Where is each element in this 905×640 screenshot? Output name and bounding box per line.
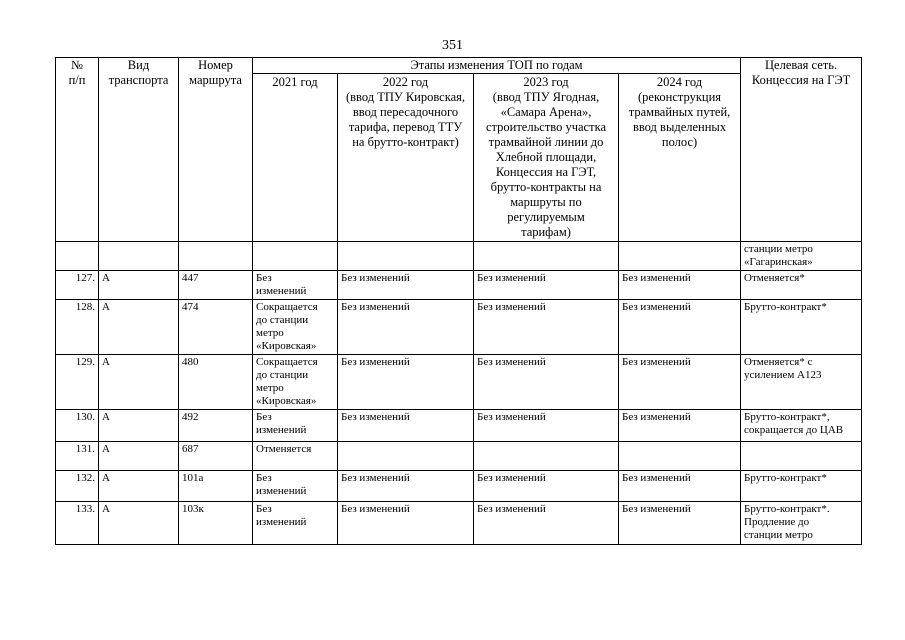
cell-type: А: [99, 442, 179, 471]
cell-type: А: [99, 502, 179, 545]
cell-2024: [619, 442, 741, 471]
cell-2021: Отменяется: [253, 442, 338, 471]
table-row: [56, 300, 862, 355]
cell-2023: [474, 442, 619, 471]
header-stages: Этапы изменения ТОП по годам: [253, 58, 741, 74]
cell-2022: Без изменений: [338, 502, 474, 545]
header-2024: 2024 год (реконструкция трамвайных путей, ввод выделенных полос): [619, 74, 741, 242]
cell-2022: Без изменений: [338, 410, 474, 442]
routes-table: [55, 57, 862, 545]
cell-2023: Без изменений: [474, 471, 619, 502]
cell-route: 474: [179, 300, 253, 355]
cell-2021: Сокращается до станции метро «Кировская»: [253, 355, 338, 410]
cell-type: А: [99, 471, 179, 502]
cell-target: Брутто-контракт*: [741, 471, 862, 502]
header-route-number: Номер маршрута: [179, 58, 253, 242]
table-row: [56, 410, 862, 442]
cell-2022: [338, 442, 474, 471]
cell-route: 480: [179, 355, 253, 410]
table-row: [56, 355, 862, 410]
table-row: [56, 442, 862, 471]
cell-2021: Без изменений: [253, 502, 338, 545]
table-body: [56, 242, 862, 545]
cell-2023: Без изменений: [474, 410, 619, 442]
cell-2022: Без изменений: [338, 471, 474, 502]
cell-2023: Без изменений: [474, 355, 619, 410]
cell-number: 133.: [56, 502, 99, 545]
cell-2024: Без изменений: [619, 471, 741, 502]
cell-2022: Без изменений: [338, 271, 474, 300]
cell-2024: Без изменений: [619, 355, 741, 410]
cell-target: Отменяется*: [741, 271, 862, 300]
cell-target: Отменяется* с усилением А123: [741, 355, 862, 410]
cell-target: станции метро «Гагаринская»: [741, 242, 862, 271]
cell-2023: Без изменений: [474, 300, 619, 355]
cell-number: 129.: [56, 355, 99, 410]
cell-2024: Без изменений: [619, 271, 741, 300]
cell-target: Брутто-контракт*. Продление до станции метро: [741, 502, 862, 545]
cell-2024: Без изменений: [619, 410, 741, 442]
cell-route: 447: [179, 271, 253, 300]
header-2022: 2022 год (ввод ТПУ Кировская, ввод пересадочного тарифа, перевод ТТУ на брутто-контракт): [338, 74, 474, 242]
cell-route: 492: [179, 410, 253, 442]
cell-2022: Без изменений: [338, 355, 474, 410]
cell-2022: Без изменений: [338, 300, 474, 355]
header-transport-type: Вид транспорта: [99, 58, 179, 242]
cell-number: 131.: [56, 442, 99, 471]
table-row: [56, 502, 862, 545]
cell-number: 130.: [56, 410, 99, 442]
cell-2021: Без изменений: [253, 271, 338, 300]
cell-target: Брутто-контракт*: [741, 300, 862, 355]
cell-2021: Без изменений: [253, 471, 338, 502]
cell-target: [741, 442, 862, 471]
cell-2024: Без изменений: [619, 502, 741, 545]
header-number: № п/п: [56, 58, 99, 242]
cell-target: Брутто-контракт*, сокращается до ЦАВ: [741, 410, 862, 442]
table-row-continuation: [56, 242, 862, 271]
table-row: [56, 271, 862, 300]
cell-route: 687: [179, 442, 253, 471]
header-2023: 2023 год (ввод ТПУ Ягодная, «Самара Арена», строительство участка трамвайной линии до Хлебной площади, Концессия на ГЭТ, брутто-контракты на маршруты по регулируемым тарифам): [474, 74, 619, 242]
cell-number: 128.: [56, 300, 99, 355]
cell-type: А: [99, 410, 179, 442]
cell-type: А: [99, 300, 179, 355]
page-number: 351: [442, 38, 463, 53]
cell-type: А: [99, 271, 179, 300]
cell-2023: Без изменений: [474, 271, 619, 300]
header-2021: 2021 год: [253, 74, 338, 242]
cell-number: 132.: [56, 471, 99, 502]
cell-type: А: [99, 355, 179, 410]
table-header: [56, 58, 862, 242]
table-row: [56, 471, 862, 502]
header-target-network: Целевая сеть. Концессия на ГЭТ: [741, 58, 862, 242]
cell-2021: Без изменений: [253, 410, 338, 442]
cell-2021: Сокращается до станции метро «Кировская»: [253, 300, 338, 355]
cell-route: 101а: [179, 471, 253, 502]
cell-2024: Без изменений: [619, 300, 741, 355]
cell-route: 103к: [179, 502, 253, 545]
cell-number: 127.: [56, 271, 99, 300]
cell-2023: Без изменений: [474, 502, 619, 545]
